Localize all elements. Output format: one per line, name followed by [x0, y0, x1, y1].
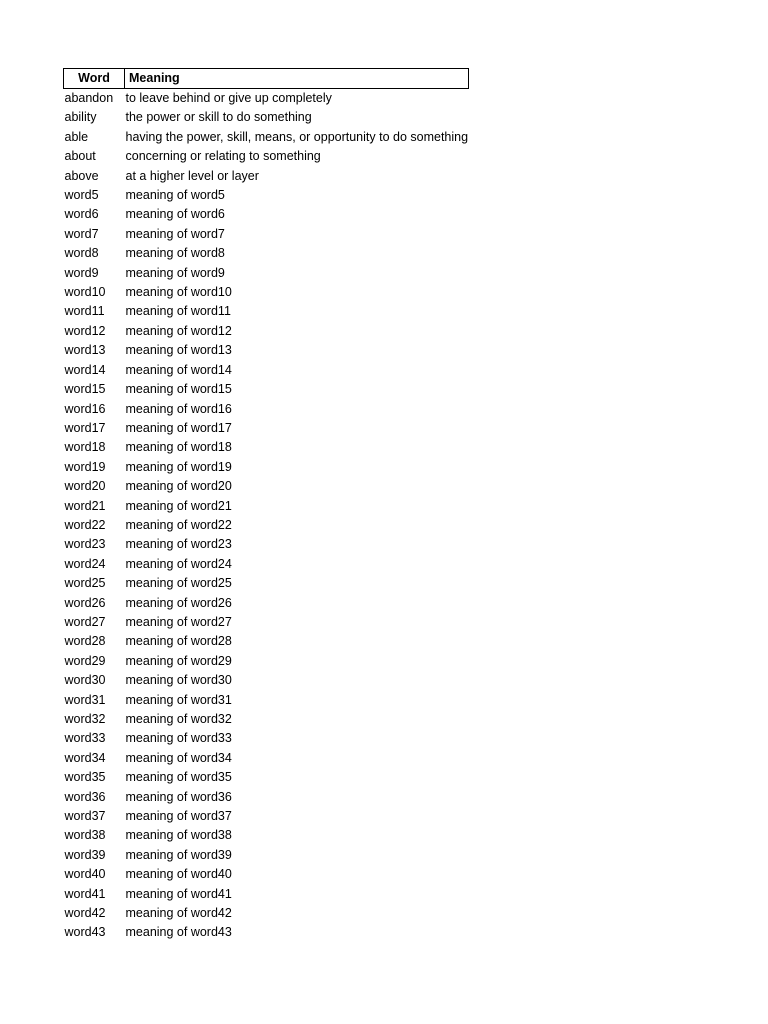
meaning-cell: meaning of word36 — [125, 789, 232, 804]
meaning-cell: meaning of word20 — [125, 479, 232, 494]
word-cell: word29 — [64, 653, 106, 668]
word-cell: word41 — [64, 886, 106, 901]
table-row — [64, 691, 469, 710]
word-cell: word25 — [64, 576, 106, 591]
word-cell: word30 — [64, 673, 106, 688]
meaning-cell: meaning of word15 — [125, 382, 232, 397]
table-row — [64, 710, 469, 729]
meaning-cell: meaning of word35 — [125, 770, 232, 785]
word-cell: word36 — [64, 789, 106, 804]
word-cell: word8 — [64, 246, 99, 261]
table-row — [64, 322, 469, 341]
table-row — [64, 400, 469, 419]
meaning-cell: meaning of word30 — [125, 673, 232, 688]
meaning-cell: meaning of word31 — [125, 692, 232, 707]
table-row — [64, 671, 469, 690]
meaning-cell: having the power, skill, means, or opportunity to do something — [125, 129, 469, 144]
word-cell: word17 — [64, 420, 106, 435]
word-cell: word21 — [64, 498, 106, 513]
table-row — [64, 264, 469, 283]
word-cell: word40 — [64, 867, 106, 882]
meaning-cell: meaning of word39 — [125, 847, 232, 862]
word-cell: about — [64, 149, 96, 164]
meaning-cell: meaning of word40 — [125, 867, 232, 882]
header-row — [64, 69, 469, 89]
meaning-cell: meaning of word14 — [125, 362, 232, 377]
table-header — [64, 69, 469, 89]
table-row — [64, 283, 469, 302]
table-row — [64, 186, 469, 205]
word-column-header: Word — [64, 69, 125, 89]
table-row — [64, 458, 469, 477]
meaning-cell: meaning of word13 — [125, 343, 232, 358]
word-cell: word23 — [64, 537, 106, 552]
table-row — [64, 555, 469, 574]
table-row — [64, 535, 469, 554]
meaning-cell: meaning of word42 — [125, 906, 232, 921]
table-row — [64, 613, 469, 632]
word-cell: word19 — [64, 459, 106, 474]
meaning-cell: meaning of word34 — [125, 750, 232, 765]
meaning-cell: meaning of word27 — [125, 614, 232, 629]
table-row — [64, 574, 469, 593]
word-cell: word16 — [64, 401, 106, 416]
meaning-cell: meaning of word10 — [125, 285, 232, 300]
meaning-cell: meaning of word16 — [125, 401, 232, 416]
table-row — [64, 652, 469, 671]
table-row — [64, 865, 469, 884]
meaning-cell: meaning of word29 — [125, 653, 232, 668]
table-row — [64, 302, 469, 321]
table-row — [64, 594, 469, 613]
table-row — [64, 516, 469, 535]
word-cell: word9 — [64, 265, 99, 280]
word-cell: word34 — [64, 750, 106, 765]
word-cell: word5 — [64, 188, 99, 203]
meaning-cell: meaning of word38 — [125, 828, 232, 843]
meaning-cell: meaning of word17 — [125, 420, 232, 435]
table-row — [64, 380, 469, 399]
word-cell: word18 — [64, 440, 106, 455]
word-cell: word13 — [64, 343, 106, 358]
meaning-cell: meaning of word18 — [125, 440, 232, 455]
table-row — [64, 497, 469, 516]
vocabulary-table — [63, 68, 469, 943]
table-row — [64, 419, 469, 438]
word-cell: word10 — [64, 285, 106, 300]
word-cell: word15 — [64, 382, 106, 397]
meaning-cell: meaning of word33 — [125, 731, 232, 746]
meaning-cell: meaning of word6 — [125, 207, 225, 222]
table-row — [64, 361, 469, 380]
table-row — [64, 768, 469, 787]
table-row — [64, 244, 469, 263]
word-cell: word12 — [64, 323, 106, 338]
table-row — [64, 826, 469, 845]
word-cell: word26 — [64, 595, 106, 610]
word-cell: word33 — [64, 731, 106, 746]
meaning-cell: meaning of word22 — [125, 517, 232, 532]
meaning-cell: meaning of word9 — [125, 265, 225, 280]
table-row — [64, 167, 469, 186]
table-row — [64, 749, 469, 768]
word-cell: able — [64, 129, 89, 144]
meaning-cell: meaning of word43 — [125, 925, 232, 940]
table-row — [64, 147, 469, 166]
word-cell: word24 — [64, 556, 106, 571]
word-cell: word43 — [64, 925, 106, 940]
meaning-cell: at a higher level or layer — [125, 168, 259, 183]
meaning-cell: meaning of word24 — [125, 556, 232, 571]
meaning-cell: the power or skill to do something — [125, 110, 312, 125]
meaning-cell: meaning of word23 — [125, 537, 232, 552]
word-cell: abandon — [64, 91, 114, 105]
word-cell: word7 — [64, 226, 99, 241]
table-row — [64, 225, 469, 244]
table-row — [64, 788, 469, 807]
meaning-cell: meaning of word32 — [125, 712, 232, 726]
meaning-cell: meaning of word5 — [125, 188, 225, 203]
table-row — [64, 205, 469, 224]
word-cell: word42 — [64, 906, 106, 921]
table-row — [64, 904, 469, 923]
meaning-cell: meaning of word28 — [125, 634, 232, 649]
table-row — [64, 477, 469, 496]
word-cell: word20 — [64, 479, 106, 494]
meaning-cell: meaning of word8 — [125, 246, 225, 261]
word-cell: word35 — [64, 770, 106, 785]
table-body — [64, 89, 469, 943]
table-row — [64, 341, 469, 360]
table-row — [64, 632, 469, 651]
table-row — [64, 807, 469, 826]
word-cell: word37 — [64, 809, 106, 824]
table-row — [64, 885, 469, 904]
table-row — [64, 438, 469, 457]
meaning-cell: meaning of word11 — [125, 304, 231, 319]
meaning-cell: meaning of word25 — [125, 576, 232, 591]
word-cell: word31 — [64, 692, 106, 707]
meaning-cell: meaning of word7 — [125, 226, 225, 241]
meaning-cell: meaning of word26 — [125, 595, 232, 610]
meaning-cell: meaning of word41 — [125, 886, 232, 901]
table-row — [64, 108, 469, 127]
word-cell: word39 — [64, 847, 106, 862]
table-row — [64, 729, 469, 748]
word-cell: ability — [64, 110, 97, 125]
meaning-cell: meaning of word19 — [125, 459, 232, 474]
meaning-column-header: Meaning — [125, 69, 469, 89]
meaning-cell: to leave behind or give up completely — [125, 91, 332, 105]
meaning-cell: meaning of word12 — [125, 323, 232, 338]
word-cell: word11 — [64, 304, 105, 319]
meaning-cell: meaning of word21 — [125, 498, 232, 513]
word-cell: word28 — [64, 634, 106, 649]
word-cell: word22 — [64, 517, 106, 532]
table-row — [64, 923, 469, 942]
word-cell: word14 — [64, 362, 106, 377]
word-cell: word38 — [64, 828, 106, 843]
table-row — [64, 89, 469, 109]
meaning-cell: meaning of word37 — [125, 809, 232, 824]
table-row — [64, 128, 469, 147]
word-cell: word27 — [64, 614, 106, 629]
meaning-cell: concerning or relating to something — [125, 149, 321, 164]
word-cell: above — [64, 168, 99, 183]
word-cell: word6 — [64, 207, 99, 222]
table-row — [64, 846, 469, 865]
word-cell: word32 — [64, 712, 106, 726]
